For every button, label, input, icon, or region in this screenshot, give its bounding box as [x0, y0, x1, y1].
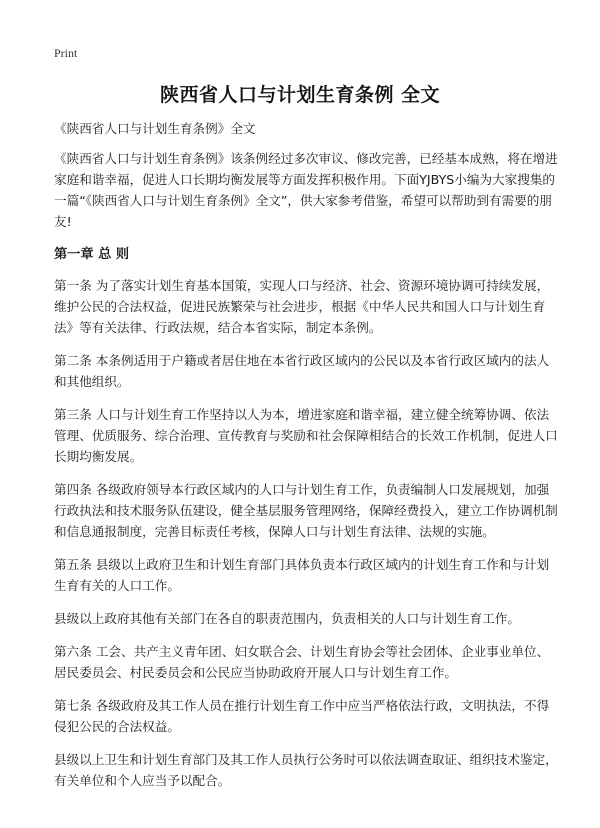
- article-7: 第七条 各级政府及其工作人员在推行计划生育工作中应当严格依法行政，文明执法，不得侵犯公民的合法权益。: [54, 698, 550, 734]
- article-6: 第六条 工会、共产主义青年团、妇女联合会、计划生育协会等社会团体、企业事业单位、居民委员会、村民委员会和公民应当协助政府开展人口与计划生育工作。: [54, 644, 550, 680]
- article-7-clause-2: 县级以上卫生和计划生育部门及其工作人员执行公务时可以依法调查取证、组织技术鉴定，有关单位和个人应当予以配合。: [54, 752, 558, 788]
- document-body: [54, 118, 560, 803]
- chapter-heading: 第一章 总 则: [54, 247, 130, 262]
- article-5-clause-2: 县级以上政府其他有关部门在各自的职责范围内，负责相关的人口与计划生育工作。: [54, 611, 520, 626]
- article-4: 第四条 各级政府领导本行政区域内的人口与计划生育工作，负责编制人口发展规划，加强行政执法和技术服务队伍建设，健全基层服务管理网络，保障经费投入，建立工作协调机制和信息通报制度，完善目标责任考核，保障人口与计划生育法律、法规的实施。: [54, 482, 558, 539]
- article-3: 第三条 人口与计划生育工作坚持以人为本，增进家庭和谐幸福，建立健全统筹协调、依法管理、优质服务、综合治理、宣传教育与奖励和社会保障相结合的长效工作机制，促进人口长期均衡发展。: [54, 407, 558, 464]
- document-subtitle: 《陕西省人口与计划生育条例》全文: [54, 121, 256, 136]
- print-link[interactable]: Print: [54, 46, 78, 60]
- article-5: 第五条 县级以上政府卫生和计划生育部门具体负责本行政区域内的计划生育工作和与计划生育有关的人口工作。: [54, 557, 550, 593]
- article-1: 第一条 为了落实计划生育基本国策，实现人口与经济、社会、资源环境协调可持续发展，维护公民的合法权益，促进民族繁荣与社会进步，根据《中华人民共和国人口与计划生育法》等有关法律、行政法规，结合本省实际，制定本条例。: [54, 278, 550, 335]
- page-title: 陕西省人口与计划生育条例 全文: [159, 84, 441, 106]
- intro-paragraph: 《陕西省人口与计划生育条例》该条例经过多次审议、修改完善，已经基本成熟，将在增进家庭和谐幸福，促进人口长期均衡发展等方面发挥积极作用。下面YJBYS小编为大家搜集的一篇“《陕西省人口与计划生育条例》全文”，供大家参考借鉴，希望可以帮助到有需要的朋友!: [54, 151, 558, 229]
- article-2: 第二条 本条例适用于户籍或者居住地在本省行政区域内的公民以及本省行政区域内的法人和其他组织。: [54, 353, 550, 389]
